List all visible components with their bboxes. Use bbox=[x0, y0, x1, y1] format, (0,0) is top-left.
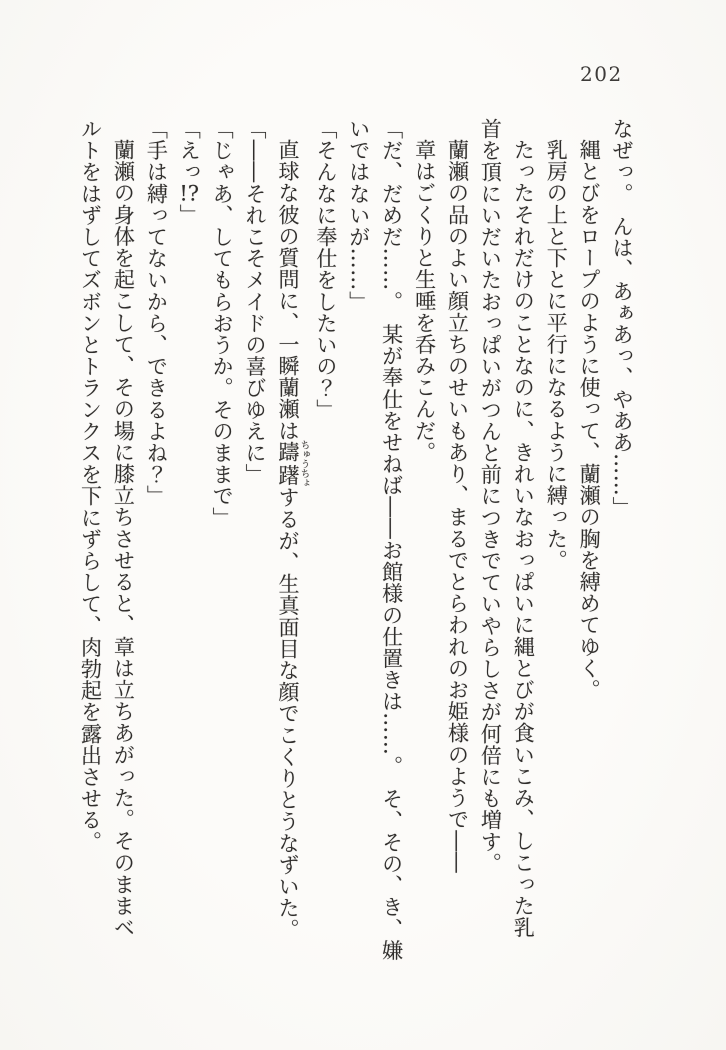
text-column: 「じゃあ、してもらおうか。そのままで」 bbox=[210, 118, 235, 529]
text-column: なぜっ。 んは、あぁあっ、やああ……」 bbox=[610, 118, 634, 518]
text-column: 「そんなに奉仕をしたいの？」 bbox=[313, 118, 338, 421]
text-column: たったそれだけのことなのに、きれいなおっぱいに縄とびが食いこみ、しこった乳 bbox=[511, 139, 536, 939]
text-column: いではないが……」 bbox=[346, 118, 371, 313]
text-column: 首を頂にいだいたおっぱいがつんと前につきでていやらしさが何倍にも増す。 bbox=[478, 118, 503, 874]
text-segment: するが、生真面目な顔でこくりとうなずいた。 bbox=[275, 486, 300, 941]
text-column: 「手は縛ってないから、できるよね？」 bbox=[144, 118, 169, 507]
text-column bbox=[172, 118, 205, 990]
text-column: 蘭瀬の品のよい顔立ちのせいもあり、まるでとらわれのお姫様のようで―― bbox=[445, 139, 470, 874]
furigana-annotation bbox=[275, 440, 310, 488]
text-segment: 直球な彼の質問に、一瞬蘭瀬は bbox=[275, 139, 300, 442]
ruby-base: 躊躇 bbox=[275, 440, 300, 488]
text-segment: 「えっ bbox=[177, 118, 202, 183]
text-column: 章はごくりと生唾を呑みこんだ。 bbox=[412, 139, 437, 463]
text-segment: 」 bbox=[177, 203, 202, 226]
text-column: 「――それこそメイドの喜びゆえに」 bbox=[243, 118, 268, 486]
text-column: 縄とびをロープのように使って、蘭瀬の胸を縛めてゆく。 bbox=[577, 139, 602, 701]
page-number: 202 bbox=[580, 62, 623, 86]
body-text bbox=[74, 118, 638, 990]
text-column: 乳房の上と下とに平行になるように縛った。 bbox=[544, 139, 569, 571]
tate-chu-yoko-exclamation-question: !? bbox=[179, 182, 200, 204]
text-column: 「だ、だめだ……。 某が奉仕をせねば――お館様の仕置きは……。 そ、その、き、嫌 bbox=[379, 118, 404, 961]
text-column: ルトをはずしてズボンとトランクスを下にずらして、肉勃起を露出させる。 bbox=[78, 118, 103, 853]
text-column bbox=[271, 118, 309, 990]
text-column: 蘭瀬の身体を起こして、その場に膝立ちさせると、章は立ちあがった。そのままベ bbox=[111, 139, 136, 939]
ruby-text: ちゅうちょ bbox=[298, 440, 310, 488]
